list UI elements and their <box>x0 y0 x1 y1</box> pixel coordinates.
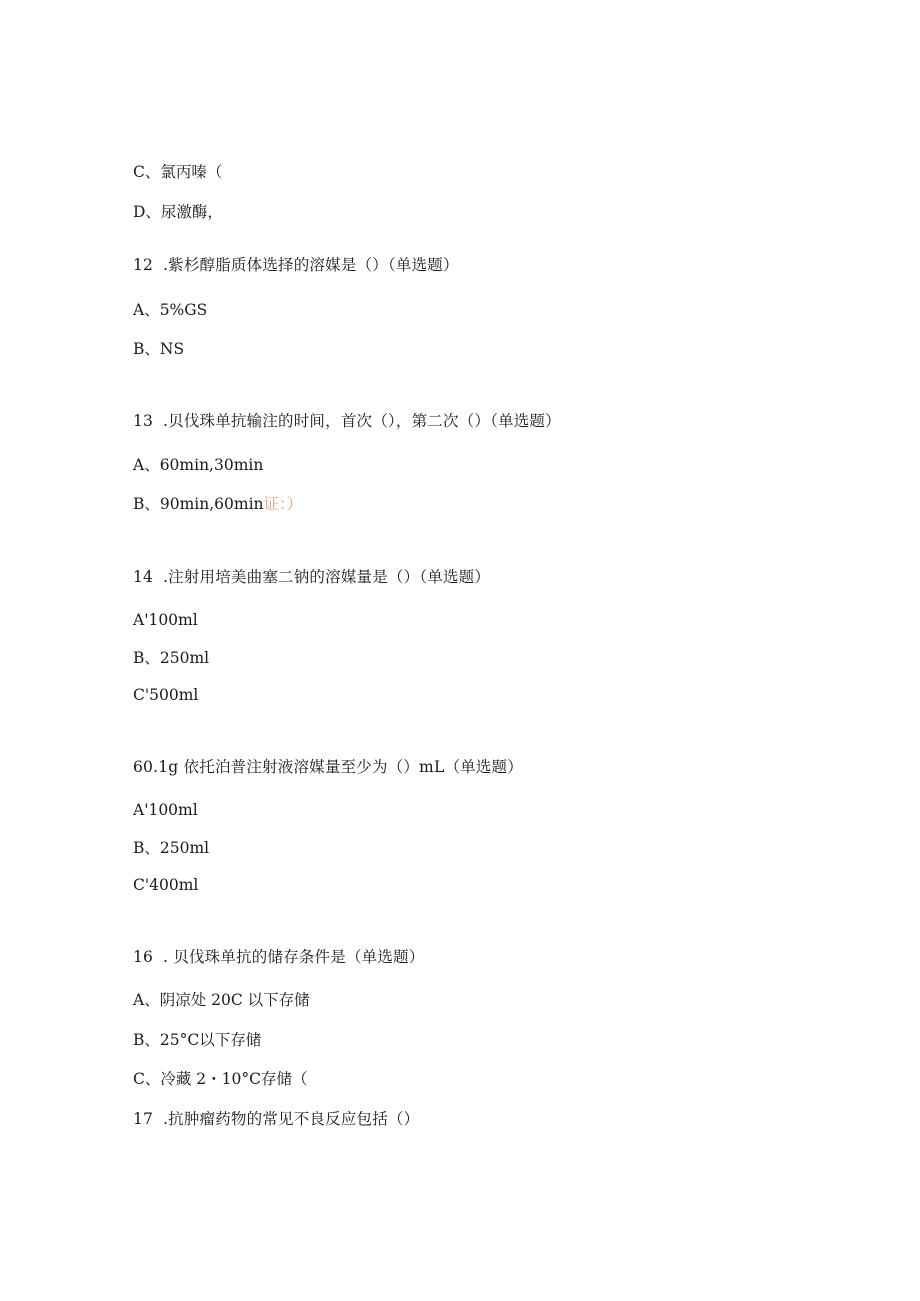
question-text: .紫杉醇脂质体选择的溶媒是（）（单选题） <box>163 256 459 274</box>
question-text: 60.1g 依托泊普注射液溶媒量至少为（）mL（单选题） <box>133 758 523 776</box>
option-line <box>133 648 209 668</box>
option-line <box>133 685 198 705</box>
option-text: A、5%GS <box>133 301 208 319</box>
option-line <box>133 800 198 820</box>
question-number: 16 <box>133 948 154 966</box>
option-text: B、90min,60min <box>133 495 264 513</box>
option-text: C、冷藏 2・10°C存储（ <box>133 1070 308 1088</box>
option-line <box>133 202 223 222</box>
option-line <box>133 339 184 359</box>
option-text: C'400ml <box>133 876 199 894</box>
option-text: C'500ml <box>133 686 199 704</box>
question-text: . 贝伐珠单抗的储存条件是（单选题） <box>163 948 425 966</box>
option-text: B、250ml <box>133 839 210 857</box>
question-text: .贝伐珠单抗输注的时间，首次（），第二次（）（单选题） <box>163 412 561 430</box>
option-text: B、25°C以下存储 <box>133 1031 262 1049</box>
option-line <box>133 1030 261 1050</box>
question-line <box>133 947 424 967</box>
question-line <box>133 567 490 587</box>
option-line <box>133 494 302 514</box>
question-number: 17 <box>133 1110 154 1128</box>
question-line <box>133 1109 419 1129</box>
option-line <box>133 162 222 182</box>
question-line <box>133 757 523 777</box>
question-line <box>133 255 459 275</box>
option-text: A'100ml <box>133 611 198 629</box>
question-number: 14 <box>133 568 154 586</box>
option-text: A、阴凉处 20C 以下存储 <box>133 991 310 1009</box>
question-number: 12 <box>133 256 154 274</box>
option-line <box>133 300 207 320</box>
option-line <box>133 610 198 630</box>
option-text: D、尿激酶， <box>133 203 223 221</box>
option-text: A、60min,30min <box>133 456 264 474</box>
option-text: A'100ml <box>133 801 198 819</box>
option-line <box>133 990 310 1010</box>
faint-artifact-text: 证：） <box>263 495 303 513</box>
question-line <box>133 411 561 431</box>
option-line <box>133 1069 307 1089</box>
question-text: .抗肿瘤药物的常见不良反应包括（） <box>163 1110 420 1128</box>
option-line <box>133 875 198 895</box>
option-line <box>133 455 263 475</box>
option-line <box>133 838 209 858</box>
option-text: B、250ml <box>133 649 210 667</box>
option-text: C、氯丙嗪（ <box>133 163 223 181</box>
question-number: 13 <box>133 412 154 430</box>
question-text: .注射用培美曲塞二钠的溶媒量是（）（单选题） <box>163 568 491 586</box>
option-text: B、NS <box>133 340 185 358</box>
